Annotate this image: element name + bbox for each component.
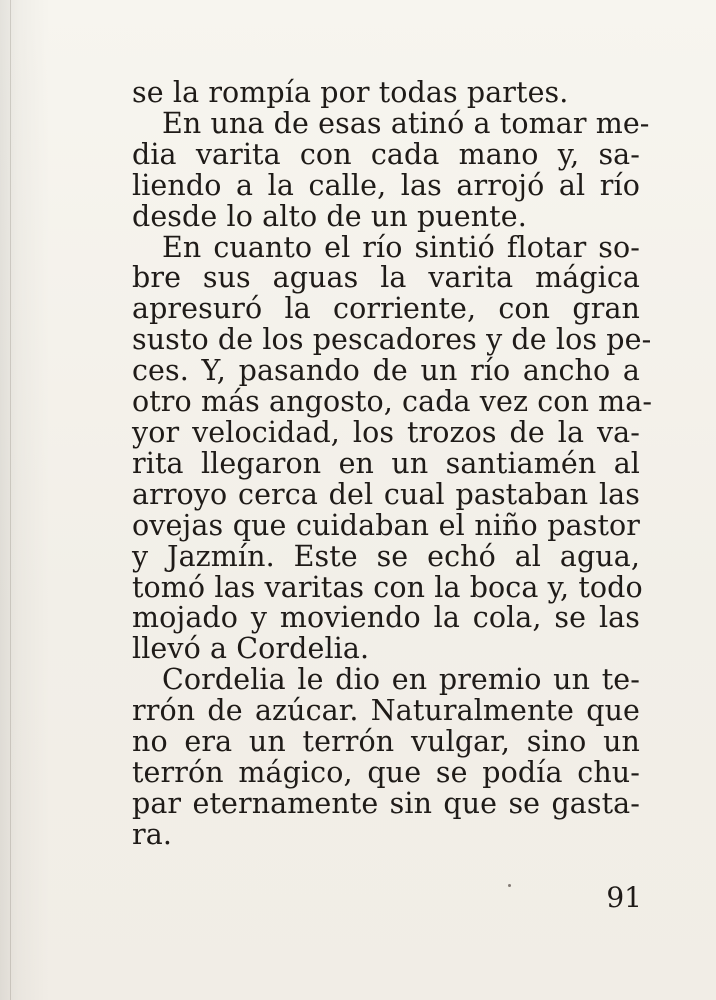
text-line: tomó las varitas con la boca y, todo: [132, 570, 643, 604]
text-line: En una de esas atinó a tomar me-: [162, 106, 650, 140]
text-line: terrón mágico, que se podía chu-: [132, 755, 640, 789]
text-line: ovejas que cuidaban el niño pastor: [132, 508, 640, 542]
text-line: ra.: [132, 817, 172, 851]
text-line: par eternamente sin que se gasta-: [132, 786, 640, 820]
text-line: se la rompía por todas partes.: [132, 76, 569, 109]
page-gutter-line: [10, 0, 11, 1000]
text-line: mojado y moviendo la cola, se las: [132, 601, 640, 635]
text-line: desde lo alto de un puente.: [132, 199, 527, 233]
text-line: no era un terrón vulgar, sino un: [132, 725, 640, 759]
text-line: rrón de azúcar. Naturalmente que: [132, 694, 640, 728]
body-text: [132, 76, 653, 851]
text-line: apresuró la corriente, con gran: [132, 292, 640, 326]
text-line: y Jazmín. Este se echó al agua,: [132, 539, 640, 573]
text-line: llevó a Cordelia.: [132, 632, 370, 666]
text-line: rita llegaron en un santiamén al: [132, 446, 640, 480]
text-line: susto de los pescadores y de los pe-: [132, 323, 652, 357]
print-speck: [508, 884, 511, 887]
text-line: dia varita con cada mano y, sa-: [132, 137, 640, 171]
text-line: yor velocidad, los trozos de la va-: [132, 415, 640, 449]
text-line: bre sus aguas la varita mágica: [132, 261, 640, 295]
text-line: arroyo cerca del cual pastaban las: [132, 477, 640, 511]
text-line: En cuanto el río sintió flotar so-: [162, 230, 640, 264]
page-number: 91: [606, 881, 642, 914]
text-line: otro más angosto, cada vez con ma-: [132, 385, 653, 419]
text-line: Cordelia le dio en premio un te-: [162, 663, 640, 697]
text-line: liendo a la calle, las arrojó al río: [132, 168, 640, 202]
text-line: ces. Y, pasando de un río ancho a: [132, 354, 640, 388]
